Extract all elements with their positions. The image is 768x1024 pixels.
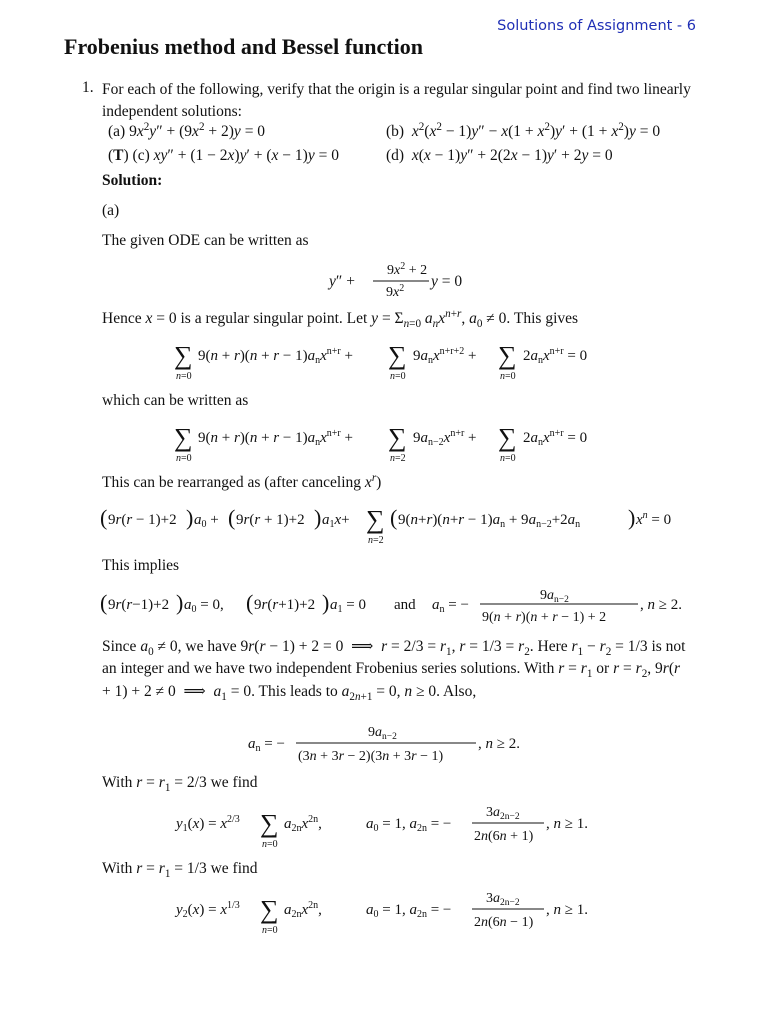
- svg-text:9an−2: $9a_{n-2}$: [368, 725, 397, 742]
- equation-8: [176, 888, 616, 936]
- equation-7: [176, 802, 616, 850]
- part-b: (b) $x^2(x^2 - 1)y'' - x(1 + x^2)y' + (1 + x^2)y = 0$: [386, 120, 661, 140]
- svg-text:n=0: n=0: [500, 371, 516, 382]
- svg-text:∑: ∑: [498, 341, 517, 370]
- problem-statement: For each of the following, verify that the origin is a regular singular point and find two linearly independent solutions:: [102, 81, 691, 120]
- svg-text:(: (: [246, 590, 254, 615]
- svg-text:∑: ∑: [260, 895, 279, 924]
- svg-text:n=0: n=0: [176, 371, 192, 382]
- svg-text:): ): [322, 590, 330, 615]
- svg-text:y″ +: y″ +: [329, 273, 355, 290]
- equation-5: [100, 585, 700, 631]
- svg-text:, n ≥ 1.: , n ≥ 1.: [546, 816, 588, 832]
- svg-text:a1 = 0: $a_1 = 0$: [330, 597, 366, 615]
- svg-text:n=0: n=0: [500, 453, 516, 464]
- svg-text:(3n + 3r − 2)(3n + 3r − 1): (3n + 3r − 2)(3n + 3r − 1): [298, 749, 444, 764]
- svg-text:9anxn+r+2 +: $9a_nx^{n+r+2}$ +: [413, 346, 477, 366]
- svg-text:9an−2xn+r +: $9a_{n-2}x^{n+r}$ +: [413, 428, 477, 448]
- text-line-6: With $r = r_1 = 2/3$ we find: [102, 774, 258, 795]
- svg-text:, n ≥ 2.: , n ≥ 2.: [478, 736, 520, 752]
- svg-text:xn = 0: $x^n = 0$: [636, 510, 672, 528]
- part-d: (d) x(x − 1)y″ + 2(2x − 1)y′ + 2y = 0: [386, 147, 613, 164]
- text-line-1: The given ODE can be written as: [102, 232, 309, 249]
- svg-text:y1(x) = x2/3: $y_1(x) = x^{2/3}$: [176, 814, 240, 834]
- text-line-4: This can be rearranged as (after canceling $x^r$): [102, 471, 382, 491]
- text-line-2: Hence x = 0 is a regular singular point. Let $y = \Sigma_{n=0}$ $a_nx^{n+r}$, $a_0 \ne 0$. This gives: [102, 307, 579, 331]
- page-title: Frobenius method and Bessel function: [64, 34, 423, 59]
- svg-text:a1x+: $a_1x+$: [322, 512, 350, 530]
- svg-text:n=0: n=0: [176, 453, 192, 464]
- svg-text:9(n + r)(n + r − 1) + 2: 9(n + r)(n + r − 1) + 2: [482, 610, 607, 625]
- text-line-7: With $r = r_1 = 1/3$ we find: [102, 860, 258, 881]
- svg-text:and: and: [394, 597, 416, 613]
- svg-text:y = 0: y = 0: [431, 273, 463, 290]
- svg-text:∑: ∑: [260, 809, 279, 838]
- svg-text:9r(r+1)+2: 9r(r+1)+2: [254, 597, 316, 613]
- document-header-label: Solutions of Assignment - 6: [497, 18, 696, 34]
- svg-text:a0 = 1, a2n = −: $a_0 = 1$, $a_{2n}$ = −: [366, 816, 452, 834]
- svg-text:an = −: $a_n$ = −: [432, 597, 469, 615]
- svg-text:): ): [314, 505, 322, 530]
- svg-text:3a2n−2: $3a_{2n-2}$: [486, 891, 520, 908]
- svg-text:an = −: $a_n$ = −: [248, 736, 285, 754]
- part-a-label: (a): [102, 202, 120, 219]
- svg-text:n=2: n=2: [368, 535, 384, 546]
- svg-text:9r(r + 1)+2: 9r(r + 1)+2: [236, 512, 305, 528]
- svg-text:, n ≥ 1.: , n ≥ 1.: [546, 902, 588, 918]
- svg-text:(: (: [390, 505, 398, 530]
- paragraph-roots: Since $a_0 \ne 0$, we have 9r(r − 1) + 2 = 0 ⟹ $r = 2/3 = r_1$, $r = 1/3 = r_2$. Here $r_1 - r_2 = 1/3$ is not an integer and we have two independent Frobenius series solutions. With $r = r_1$ or $r = r_2$, 9r(r + 1) + 2 ≠ 0 ⟹ $a_1 = 0$. This leads to $a_{2n+1} = 0$, n ≥ 0. Also,: [102, 638, 686, 703]
- equation-1: [325, 260, 465, 302]
- svg-text:9r(r−1)+2: 9r(r−1)+2: [108, 597, 170, 613]
- part-a: (a) $9x^2y'' + (9x^2 + 2)y = 0$: [108, 120, 266, 140]
- svg-text:): ): [628, 505, 636, 530]
- svg-text:a0 +: $a_0$ +: [194, 512, 219, 530]
- svg-text:a2nx2n,: $a_{2n}x^{2n}$,: [284, 814, 322, 834]
- svg-text:2n(6n + 1): 2n(6n + 1): [474, 829, 534, 844]
- equation-3: [172, 422, 612, 466]
- svg-text:): ): [176, 590, 184, 615]
- svg-text:(: (: [100, 505, 108, 530]
- svg-text:9x2 + 2: $9x^2 + 2$: [387, 261, 428, 278]
- equation-4: [100, 502, 690, 548]
- svg-text:9(n + r)(n + r − 1)anxn+r +: $9(n + r)(n + r - 1)a_nx^{n+r}$ +: [198, 346, 353, 366]
- svg-text:9an−2: $9a_{n-2}$: [540, 588, 569, 605]
- svg-text:9r(r − 1)+2: 9r(r − 1)+2: [108, 512, 177, 528]
- svg-text:9x2: $9x^2$: [386, 283, 405, 300]
- svg-text:2anxn+r = 0: $2a_nx^{n+r} = 0$: [523, 346, 588, 366]
- svg-text:2n(6n − 1): 2n(6n − 1): [474, 915, 534, 930]
- svg-text:9(n+r)(n+r − 1)an + 9an−2+2an: $9(n+r)(n+r - 1)a_n + 9a_{n-2}+2a_n$: [398, 512, 581, 530]
- svg-text:∑: ∑: [174, 423, 193, 452]
- svg-text:n=2: n=2: [390, 453, 406, 464]
- part-c: (T) (c) xy″ + (1 − 2x)y′ + (x − 1)y = 0: [108, 147, 339, 164]
- svg-text:∑: ∑: [388, 423, 407, 452]
- svg-text:∑: ∑: [498, 423, 517, 452]
- svg-text:∑: ∑: [366, 505, 385, 534]
- svg-text:a2nx2n,: $a_{2n}x^{2n}$,: [284, 900, 322, 920]
- equation-6: [246, 722, 546, 768]
- svg-text:n=0: n=0: [262, 839, 278, 850]
- svg-text:9(n + r)(n + r − 1)anxn+r +: $9(n + r)(n + r - 1)a_nx^{n+r}$ +: [198, 428, 353, 448]
- svg-text:∑: ∑: [388, 341, 407, 370]
- svg-text:y2(x) = x1/3: $y_2(x) = x^{1/3}$: [176, 900, 240, 920]
- solution-label: Solution:: [102, 172, 163, 189]
- svg-text:, n ≥ 2.: , n ≥ 2.: [640, 597, 682, 613]
- svg-text:(: (: [228, 505, 236, 530]
- svg-text:∑: ∑: [174, 341, 193, 370]
- svg-text:n=0: n=0: [390, 371, 406, 382]
- text-line-3: which can be written as: [102, 392, 249, 409]
- svg-text:(: (: [100, 590, 108, 615]
- svg-text:): ): [186, 505, 194, 530]
- svg-text:n=0: n=0: [262, 925, 278, 936]
- problem-number: 1.: [82, 79, 94, 96]
- svg-text:a0 = 0,: $a_0 = 0$,: [184, 597, 224, 615]
- svg-text:a0 = 1, a2n = −: $a_0 = 1$, $a_{2n}$ = −: [366, 902, 452, 920]
- text-line-5: This implies: [102, 557, 180, 574]
- svg-text:2anxn+r = 0: $2a_nx^{n+r} = 0$: [523, 428, 588, 448]
- equation-2: [172, 340, 612, 384]
- svg-text:3a2n−2: $3a_{2n-2}$: [486, 805, 520, 822]
